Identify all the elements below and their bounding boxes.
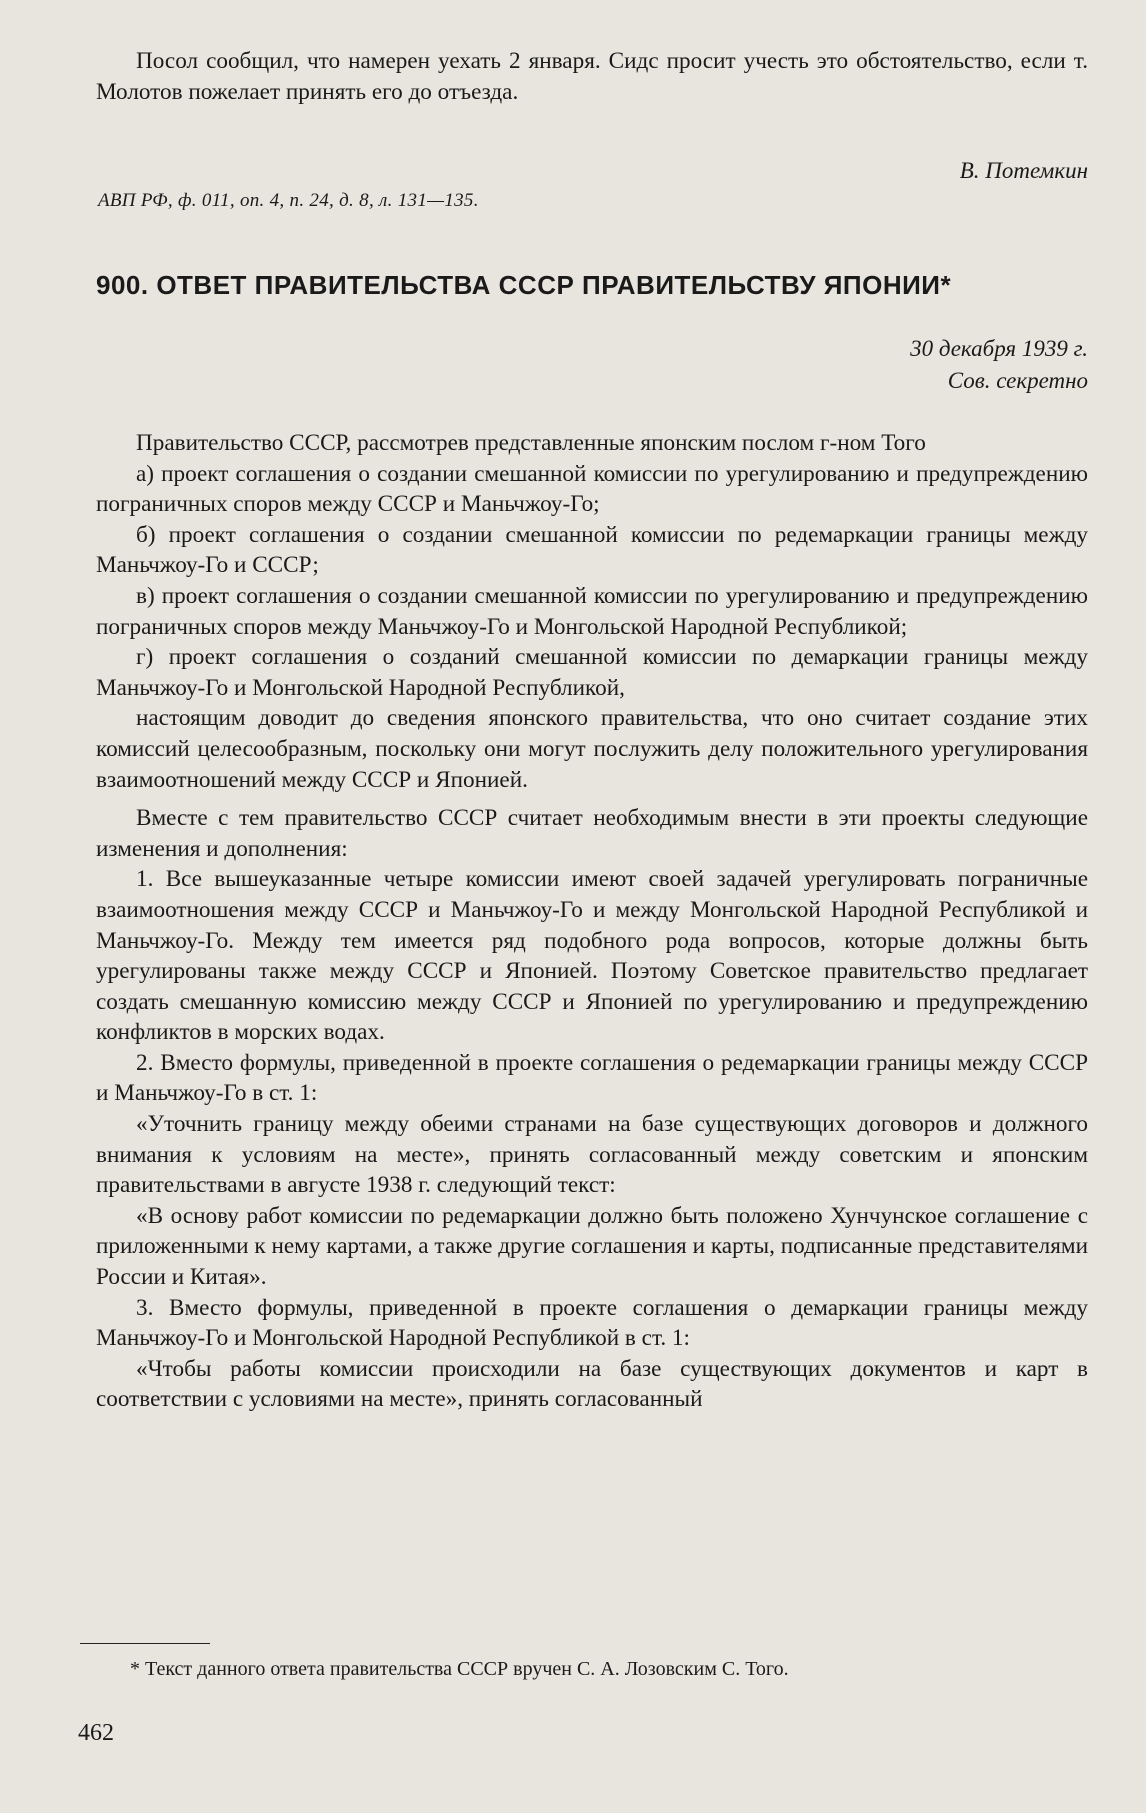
footnote: * Текст данного ответа правительства СССР вручен С. А. Лозовским С. Того. [130, 1658, 789, 1680]
body-paragraph: «Уточнить границу между обеими странами на базе существующих договоров и должного внимания к условиям на месте», принять согласованный между советским и японским правительствами в августе 1938 г. следующий текст: [96, 1111, 1088, 1199]
document-classification: Сов. секретно [947, 368, 1088, 393]
body-paragraph: 3. Вместо формулы, приведенной в проекте соглашения о демаркации границы между Маньчжоу-Го и Монгольской Народной Республикой в ст. 1: [96, 1294, 1088, 1352]
body-paragraph: а) проект соглашения о создании смешанной комиссии по урегулированию и предупреждению пограничных споров между СССР и Маньчжоу-Го; [96, 460, 1088, 518]
intro-section [96, 46, 1088, 107]
document-body [96, 428, 1088, 1415]
body-paragraph: Правительство СССР, рассмотрев представленные японским послом г-ном Того [136, 430, 926, 456]
body-paragraph: 2. Вместо формулы, приведенной в проекте соглашения о редемаркации границы между СССР и Маньчжоу-Го в ст. 1: [96, 1049, 1088, 1107]
signature: В. Потемкин [959, 158, 1088, 183]
body-paragraph: в) проект соглашения о создании смешанной комиссии по урегулированию и предупреждению пограничных споров между Маньчжоу-Го и Монгольской Народной Республикой; [96, 582, 1088, 640]
body-paragraph: настоящим доводит до сведения японского правительства, что оно считает создание этих комиссий целесообразным, поскольку они могут послужить делу положительного урегулирования взаимоотношений между СССР и Японией. [96, 705, 1088, 793]
body-paragraph: «В основу работ комиссии по редемаркации должно быть положено Хунчунское соглашение с приложенными к нему картами, а также другие соглашения и карты, подписанные представителями России и Китая». [96, 1202, 1088, 1291]
footnote-divider [80, 1643, 210, 1644]
body-paragraph: «Чтобы работы комиссии происходили на базе существующих документов и карт в соответствии с условиями на месте», принять согласованный [96, 1355, 1088, 1413]
intro-paragraph: Посол сообщил, что намерен уехать 2 января. Сидс просит учесть это обстоятельство, если т. Молотов пожелает принять его до отъезда. [96, 48, 1088, 105]
archive-reference: АВП РФ, ф. 011, оп. 4, п. 24, д. 8, л. 131—135. [98, 190, 479, 211]
body-paragraph: г) проект соглашения о созданий смешанной комиссии по демаркации границы между Маньчжоу-Го и Монгольской Народной Республикой, [96, 644, 1088, 701]
body-paragraph: б) проект соглашения о создании смешанной комиссии по редемаркации границы между Маньчжоу-Го и СССР; [96, 521, 1088, 579]
body-paragraph: 1. Все вышеуказанные четыре комиссии имеют своей задачей урегулировать пограничные взаимоотношения между СССР и Маньчжоу-Го и между Монгольской Народной Республикой и Маньчжоу-Го. Между тем имеется ряд подобного рода вопросов, которые должны быть урегулированы также между СССР и Японией. Поэтому Советское правительство предлагает создать смешанную комиссию между СССР и Японией по урегулированию и предупреждению конфликтов в морских водах. [96, 866, 1088, 1046]
document-title: 900. ОТВЕТ ПРАВИТЕЛЬСТВА СССР ПРАВИТЕЛЬСТВУ ЯПОНИИ* [96, 270, 952, 300]
page-number: 462 [78, 1720, 114, 1746]
body-paragraph: Вместе с тем правительство СССР считает необходимым внести в эти проекты следующие изменения и дополнения: [96, 805, 1088, 862]
document-date: 30 декабря 1939 г. [910, 336, 1088, 361]
